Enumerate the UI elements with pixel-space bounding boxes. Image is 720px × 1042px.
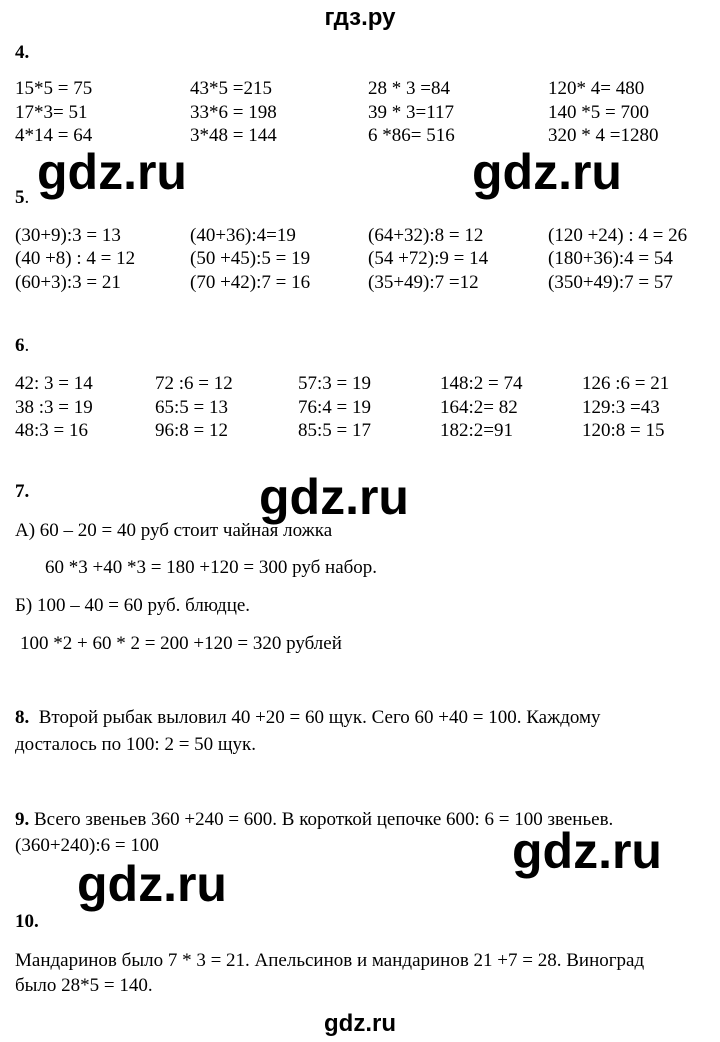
task-6-cell: 48:3 = 16: [15, 420, 88, 441]
task-5-cell: (30+9):3 = 13: [15, 225, 121, 246]
task-4-cell: 15*5 = 75: [15, 78, 93, 99]
task-9-line2: (360+240):6 = 100: [15, 835, 159, 856]
task-9-text: Всего звеньев 360 +240 = 600. В короткой цепочке 600: 6 = 100 звеньев.: [34, 809, 614, 830]
task-5-cell: (40 +8) : 4 = 12: [15, 248, 136, 269]
task-7-line: А) 60 – 20 = 40 руб стоит чайная ложка: [15, 520, 333, 541]
task-7-line: 100 *2 + 60 * 2 = 200 +120 = 320 рублей: [20, 633, 342, 654]
task-4-heading: 4.: [15, 42, 30, 63]
task-9-heading: 9.: [15, 809, 30, 830]
task-7-line: Б) 100 – 40 = 60 руб. блюдце.: [15, 595, 251, 616]
task-8-line1: [15, 707, 601, 729]
task-8-heading: 8.: [15, 707, 30, 728]
task-4-cell: 43*5 =215: [190, 78, 272, 99]
task-5-cell: (54 +72):9 = 14: [368, 248, 489, 269]
task-5-period: .: [24, 187, 30, 208]
task-5-cell: (180+36):4 = 54: [548, 248, 673, 269]
task-5-cell: (70 +42):7 = 16: [190, 272, 311, 293]
task-6-cell: 72 :6 = 12: [155, 373, 233, 394]
task-4-cell: 33*6 = 198: [190, 102, 277, 123]
task-6-cell: 120:8 = 15: [582, 420, 665, 441]
task-4-cell: 320 * 4 =1280: [548, 125, 659, 146]
task-6-cell: 76:4 = 19: [298, 397, 371, 418]
task-4-cell: 39 * 3=117: [368, 102, 455, 123]
task-5-heading: [15, 187, 29, 209]
task-6-period: .: [24, 335, 30, 356]
task-5-number: 5: [15, 187, 25, 208]
task-6-cell: 164:2= 82: [440, 397, 518, 418]
task-6-cell: 126 :6 = 21: [582, 373, 670, 394]
task-5-cell: (40+36):4=19: [190, 225, 296, 246]
task-6-heading: [15, 335, 29, 357]
task-5-cell: (120 +24) : 4 = 26: [548, 225, 688, 246]
task-4-cell: 3*48 = 144: [190, 125, 277, 146]
task-4-cell: 120* 4= 480: [548, 78, 645, 99]
task-4-cell: 4*14 = 64: [15, 125, 93, 146]
task-5-cell: (350+49):7 = 57: [548, 272, 673, 293]
task-4-cell: 140 *5 = 700: [548, 102, 649, 123]
task-4-cell: 28 * 3 =84: [368, 78, 450, 99]
task-6-cell: 96:8 = 12: [155, 420, 228, 441]
task-10-heading: 10.: [15, 911, 39, 932]
task-6-cell: 38 :3 = 19: [15, 397, 93, 418]
task-5-cell: (35+49):7 =12: [368, 272, 479, 293]
task-6-cell: 148:2 = 74: [440, 373, 523, 394]
task-7-heading: 7.: [15, 481, 30, 502]
watermark: gdz.ru: [512, 823, 662, 879]
task-6-cell: 129:3 =43: [582, 397, 660, 418]
task-7-line: 60 *3 +40 *3 = 180 +120 = 300 руб набор.: [45, 557, 378, 578]
task-6-cell: 57:3 = 19: [298, 373, 371, 394]
task-6-number: 6: [15, 335, 25, 356]
watermark: gdz.ru: [77, 856, 227, 912]
watermark: gdz.ru: [259, 469, 409, 525]
task-8-line2: досталось по 100: 2 = 50 щук.: [15, 734, 257, 755]
task-5-cell: (64+32):8 = 12: [368, 225, 484, 246]
watermark: gdz.ru: [472, 144, 622, 200]
task-5-cell: (60+3):3 = 21: [15, 272, 121, 293]
task-6-cell: 65:5 = 13: [155, 397, 228, 418]
task-6-cell: 182:2=91: [440, 420, 513, 441]
task-6-cell: 85:5 = 17: [298, 420, 371, 441]
watermark: gdz.ru: [37, 144, 187, 200]
task-4-cell: 6 *86= 516: [368, 125, 455, 146]
site-header[interactable]: гдз.ру: [324, 4, 396, 31]
task-10-line1: Мандаринов было 7 * 3 = 21. Апельсинов и мандаринов 21 +7 = 28. Виноград: [15, 950, 645, 971]
task-6-cell: 42: 3 = 14: [15, 373, 93, 394]
task-4-cell: 17*3= 51: [15, 102, 88, 123]
task-8-text: Второй рыбак выловил 40 +20 = 60 щук. Сего 60 +40 = 100. Каждому: [38, 707, 601, 728]
task-5-cell: (50 +45):5 = 19: [190, 248, 311, 269]
task-10-line2: было 28*5 = 140.: [15, 975, 153, 996]
site-footer[interactable]: gdz.ru: [324, 1010, 396, 1037]
